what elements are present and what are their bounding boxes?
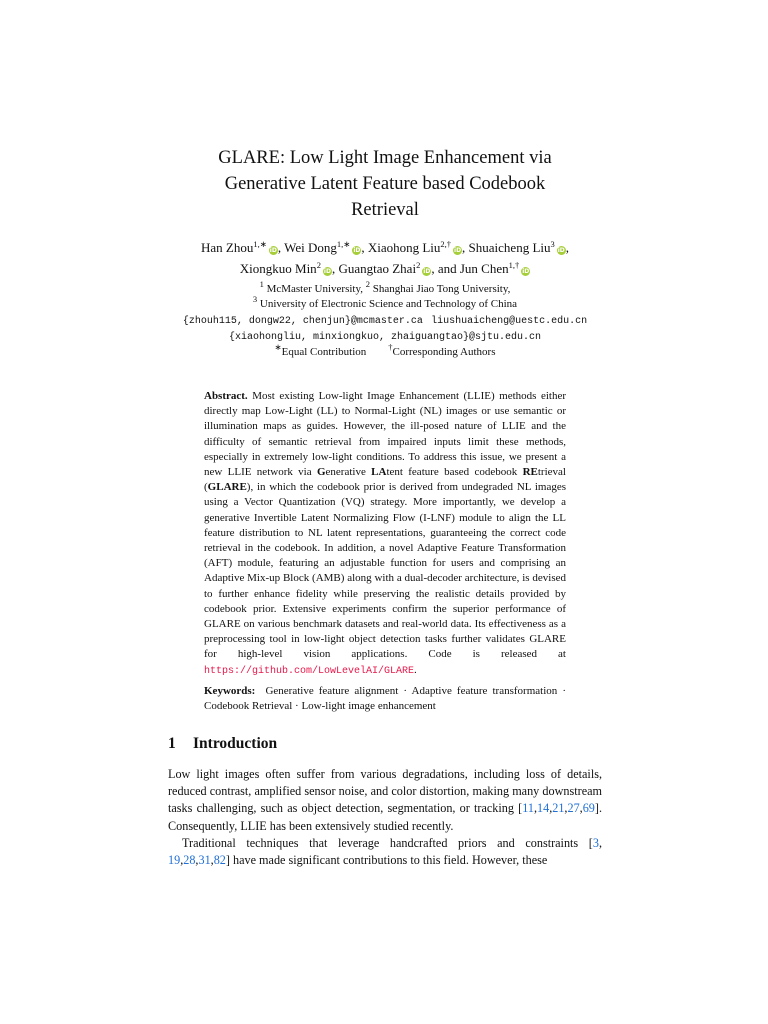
author-name: Jun Chen — [459, 261, 509, 276]
paragraph-text: Low light images often suffer from various degradations, including loss of details, reduced contrast, amplified sensor noise, and color distortion, making many downstream tasks challenging, such as object detection, segmentation, or tracking [ — [168, 767, 602, 816]
abstract-label: Abstract. — [204, 390, 248, 402]
keywords-label: Keywords: — [204, 685, 256, 697]
email: liushuaicheng@uestc.edu.cn — [431, 315, 588, 327]
author — [460, 261, 530, 276]
keywords — [204, 684, 566, 714]
affiliation: Shanghai Jiao Tong University, — [372, 283, 511, 295]
author-mark: 1,∗ — [253, 239, 267, 249]
orcid-icon[interactable]: iD — [353, 247, 361, 254]
abstract-text: trieval ( — [204, 466, 566, 494]
equal-contribution-note: Equal Contribution — [281, 346, 367, 359]
author-name: Shuaicheng Liu — [468, 240, 551, 255]
affiliation-line — [150, 294, 620, 312]
citation-link[interactable]: 69 — [582, 801, 595, 816]
affiliation-line — [150, 279, 620, 297]
abstract-emphasis: G — [316, 466, 326, 479]
abstract-text: Most existing Low-light Image Enhancement (LLIE) methods either directly map Low-Light (LL) to Normal-Light (NL) images or use semantic or illumination maps as guides. However, the ill-posed nature of LLIE and the difficulty of semantic retrieval from impaired inputs limit these methods, especially in extremely low-light conditions. To address this issue, we present a new LLIE network via — [204, 390, 566, 479]
abstract-text: . — [414, 663, 417, 676]
email-line — [150, 313, 620, 329]
citation-link[interactable]: 31 — [198, 853, 211, 868]
citation-link[interactable]: 19 — [168, 853, 181, 868]
citation-link[interactable]: 27 — [567, 801, 580, 816]
author — [469, 240, 566, 255]
paragraph-text: Traditional techniques that leverage handcrafted priors and constraints [ — [182, 835, 593, 850]
author-conjunction: and — [437, 261, 457, 276]
author — [201, 240, 278, 255]
author-name: Guangtao Zhai — [338, 261, 417, 276]
section-number: 1 — [168, 735, 176, 752]
citation-link[interactable]: 21 — [552, 801, 565, 816]
email: {zhouh115, dongw22, chenjun}@mcmaster.ca — [182, 315, 423, 327]
title-line: GLARE: Low Light Image Enhancement via — [218, 148, 552, 168]
author-name: Han Zhou — [200, 240, 254, 255]
contribution-notes — [150, 342, 620, 360]
orcid-icon[interactable]: iD — [454, 247, 462, 254]
abstract-text: tent feature based codebook — [386, 466, 523, 479]
paragraph: Traditional techniques that leverage handcrafted priors and constraints [3, 19,28,31,82] have made significant contributions to this field. However, these — [168, 835, 602, 868]
author-mark: 2 — [316, 260, 321, 270]
author — [240, 261, 332, 276]
paragraph-text: ] have made significant contributions to this field. However, these — [225, 853, 548, 868]
affil-mark: 3 — [252, 294, 258, 305]
introduction-body — [168, 766, 602, 869]
title-line: Retrieval — [351, 200, 419, 220]
author — [338, 261, 431, 276]
affil-mark: 1 — [259, 279, 264, 289]
paragraph: Low light images often suffer from various degradations, including loss of details, reduced contrast, amplified sensor noise, and color distortion, making many downstream tasks challenging, such as object detection, segmentation, or tracking [11,14,21,27,69]. Consequently, LLIE has been extensively studied recently. — [168, 767, 602, 833]
author — [368, 240, 462, 255]
affiliation: University of Electronic Science and Technology of China — [259, 298, 518, 311]
citation-link[interactable]: 82 — [213, 853, 226, 868]
citation-link[interactable]: 14 — [537, 801, 550, 816]
citation-link[interactable]: 3 — [592, 835, 599, 850]
author-mark: 2,† — [440, 239, 452, 249]
affiliations — [150, 279, 620, 360]
orcid-icon[interactable]: iD — [557, 247, 565, 254]
author-name: Xiongkuo Min — [239, 261, 317, 276]
orcid-icon[interactable]: iD — [323, 268, 331, 275]
abstract-emphasis: LA — [371, 466, 387, 479]
orcid-icon[interactable]: iD — [522, 268, 530, 275]
orcid-icon[interactable]: iD — [423, 268, 431, 275]
abstract — [204, 389, 566, 679]
section-heading — [168, 735, 277, 753]
author-mark: 1,∗ — [336, 239, 351, 249]
author-name: Wei Dong — [284, 240, 337, 255]
author-mark: 1,† — [508, 260, 520, 270]
author-line: Han Zhou$^{1,∗}$iD, Wei Dong$^{1,∗}$iD, Xiaohong Liu$^{2,\dagger}$iD, Shuaicheng Liu$^3$iD, — [200, 239, 570, 255]
author-mark: 3 — [550, 239, 555, 249]
email-line — [150, 329, 620, 345]
email: {xiaohongliu, minxiongkuo, zhaiguangtao}@sjtu.edu.cn — [228, 331, 542, 343]
paragraph-text: ]. Consequently, LLIE has been extensively studied recently. — [168, 801, 602, 833]
corresponding-note: Corresponding Authors — [392, 346, 496, 359]
abstract-text: enerative — [325, 466, 372, 479]
author — [284, 240, 361, 255]
note-mark: ∗ — [274, 342, 282, 353]
author-mark: 2 — [416, 260, 421, 270]
author-line: Xiongkuo Min$^2$iD, Guangtao Zhai$^2$iD, and Jun Chen$^{1,\dagger}$iD — [239, 260, 530, 276]
citation-link[interactable]: 11 — [522, 801, 534, 816]
author-name: Xiaohong Liu — [367, 240, 441, 255]
section-title: Introduction — [193, 735, 278, 752]
note-mark: † — [388, 342, 393, 353]
title-line: Generative Latent Feature based Codebook — [224, 174, 546, 194]
abstract-text: ), in which the codebook prior is derived from undegraded NL images using a Vector Quantization (VQ) strategy. More importantly, we develop a generative Invertible Latent Normalizing Flow (I-LNF) module to align the LL feature distribution to NL latent representations, guaranteeing the correct code retrieval in the codebook. In addition, a novel Adaptive Feature Transformation (AFT) module, featuring an adjustable function for users and comprising an Adaptive Mix-up Block (AMB) along with a dual-decoder architecture, is devised to further enhance fidelity while preserving the realistic details provided by codebook prior. Extensive experiments confirm the superior performance of GLARE on various benchmark datasets and real-world data. Its effectiveness as a preprocessing tool in low-light object detection tasks further validates GLARE for high-level vision applications. Code is released at — [204, 481, 566, 661]
code-link[interactable]: https://github.com/LowLevelAI/GLARE — [204, 665, 415, 677]
keywords-text: Generative feature alignment · Adaptive feature transformation · Codebook Retrieval · Low-light image enhancement — [204, 685, 566, 713]
abstract-emphasis: GLARE — [207, 481, 247, 494]
author-list — [150, 237, 620, 279]
affil-mark: 2 — [365, 279, 371, 289]
orcid-icon[interactable]: iD — [269, 247, 277, 254]
paper-title — [150, 145, 620, 223]
citation-link[interactable]: 28 — [183, 853, 196, 868]
abstract-emphasis: RE — [522, 466, 538, 479]
affiliation: McMaster University, — [266, 283, 364, 295]
